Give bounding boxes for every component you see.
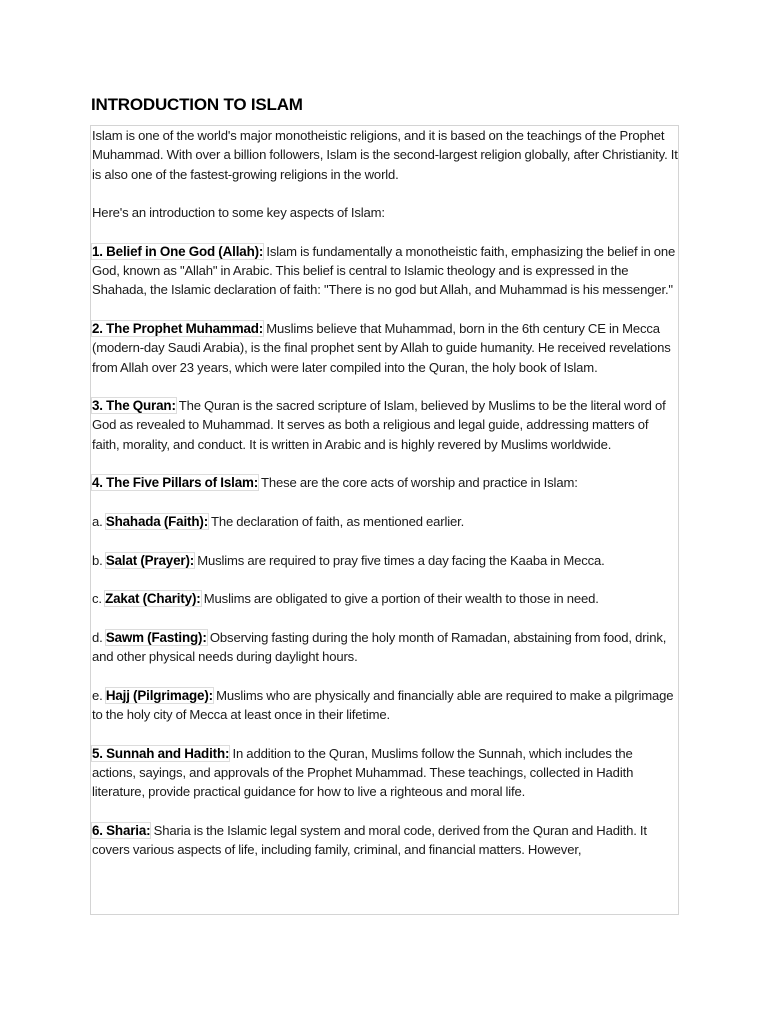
section-text: Sharia is the Islamic legal system and moral code, derived from the Quran and Hadith. It covers various aspects of life, including family, criminal, and financial matters. However,: [92, 822, 647, 857]
section-text: Muslims believe that Muhammad, born in the 6th century CE in Mecca (modern-day Saudi Arabia), is the final prophet sent by Allah to guide humanity. He received revelations from Allah over 23 years, which were later compiled into the Quran, the holy book of Islam.: [92, 320, 671, 375]
pillar-sawm: [92, 628, 678, 667]
pillar-zakat: [92, 589, 678, 608]
section-belief-in-one-god: [92, 242, 678, 300]
section-sunnah-and-hadith: [92, 744, 678, 802]
section-text: Muslims are obligated to give a portion of their wealth to those in need.: [200, 591, 599, 607]
text-box: [90, 125, 679, 915]
section-text: Muslims are required to pray five times a day facing the Kaaba in Mecca.: [194, 552, 605, 568]
section-quran: [92, 396, 678, 454]
section-prefix: b.: [92, 552, 106, 568]
section-term: 2. The Prophet Muhammad:: [92, 320, 264, 336]
section-term: 4. The Five Pillars of Islam:: [92, 475, 259, 491]
section-text: In addition to the Quran, Muslims follow the Sunnah, which includes the actions, sayings, and approvals of the Prophet Muhammad. These teachings, collected in Hadith literature, provide practical guidance for how to live a righteous and moral life.: [92, 745, 634, 800]
pillar-shahada: [92, 512, 678, 531]
section-term: 6. Sharia:: [92, 822, 151, 838]
section-text: Observing fasting during the holy month of Ramadan, abstaining from food, drink, and other physical needs during daylight hours.: [92, 629, 667, 665]
section-term: Shahada (Faith):: [105, 513, 209, 529]
section-term: 3. The Quran:: [92, 398, 176, 414]
section-text: Muslims who are physically and financially able are required to make a pilgrimage to the holy city of Mecca at least once in their lifetime.: [92, 687, 674, 722]
section-prefix: d.: [92, 629, 106, 645]
section-prefix: e.: [92, 687, 106, 703]
section-term: Sawm (Fasting):: [105, 629, 207, 645]
section-prefix: c.: [92, 591, 106, 607]
section-term: Zakat (Charity):: [105, 591, 201, 607]
intro-paragraph: Islam is one of the world's major monotheistic religions, and it is based on the teachings of the Prophet Muhammad. With over a billion followers, Islam is the second-largest religion globally, after Christianity. It is also one of the fastest-growing religions in the world.: [92, 128, 678, 182]
page-title: INTRODUCTION TO ISLAM: [91, 95, 303, 114]
section-five-pillars: [92, 473, 678, 492]
pillar-salat: [92, 551, 678, 570]
section-term: 1. Belief in One God (Allah):: [92, 243, 264, 259]
section-sharia: [92, 821, 678, 860]
pillar-hajj: [92, 686, 678, 725]
lead-paragraph: Here's an introduction to some key aspects of Islam:: [92, 205, 385, 221]
section-prophet-muhammad: [92, 319, 678, 377]
section-text: These are the core acts of worship and practice in Islam:: [258, 475, 578, 491]
section-text: The declaration of faith, as mentioned earlier.: [208, 513, 465, 529]
section-term: Hajj (Pilgrimage):: [105, 687, 213, 703]
section-prefix: a.: [92, 513, 106, 529]
section-term: Salat (Prayer):: [105, 552, 195, 568]
section-term: 5. Sunnah and Hadith:: [92, 745, 230, 761]
section-text: The Quran is the sacred scripture of Islam, believed by Muslims to be the literal word of God as revealed to Muhammad. It serves as both a religious and legal guide, addressing matters of faith, morality, and conduct. It is written in Arabic and is highly revered by Muslims worldwide.: [92, 398, 666, 452]
section-text: Islam is fundamentally a monotheistic faith, emphasizing the belief in one God, known as "Allah" in Arabic. This belief is central to Islamic theology and is expressed in the Shahada, the Islamic declaration of faith: "There is no god but Allah, and Muhammad is his messenger.": [92, 243, 676, 298]
